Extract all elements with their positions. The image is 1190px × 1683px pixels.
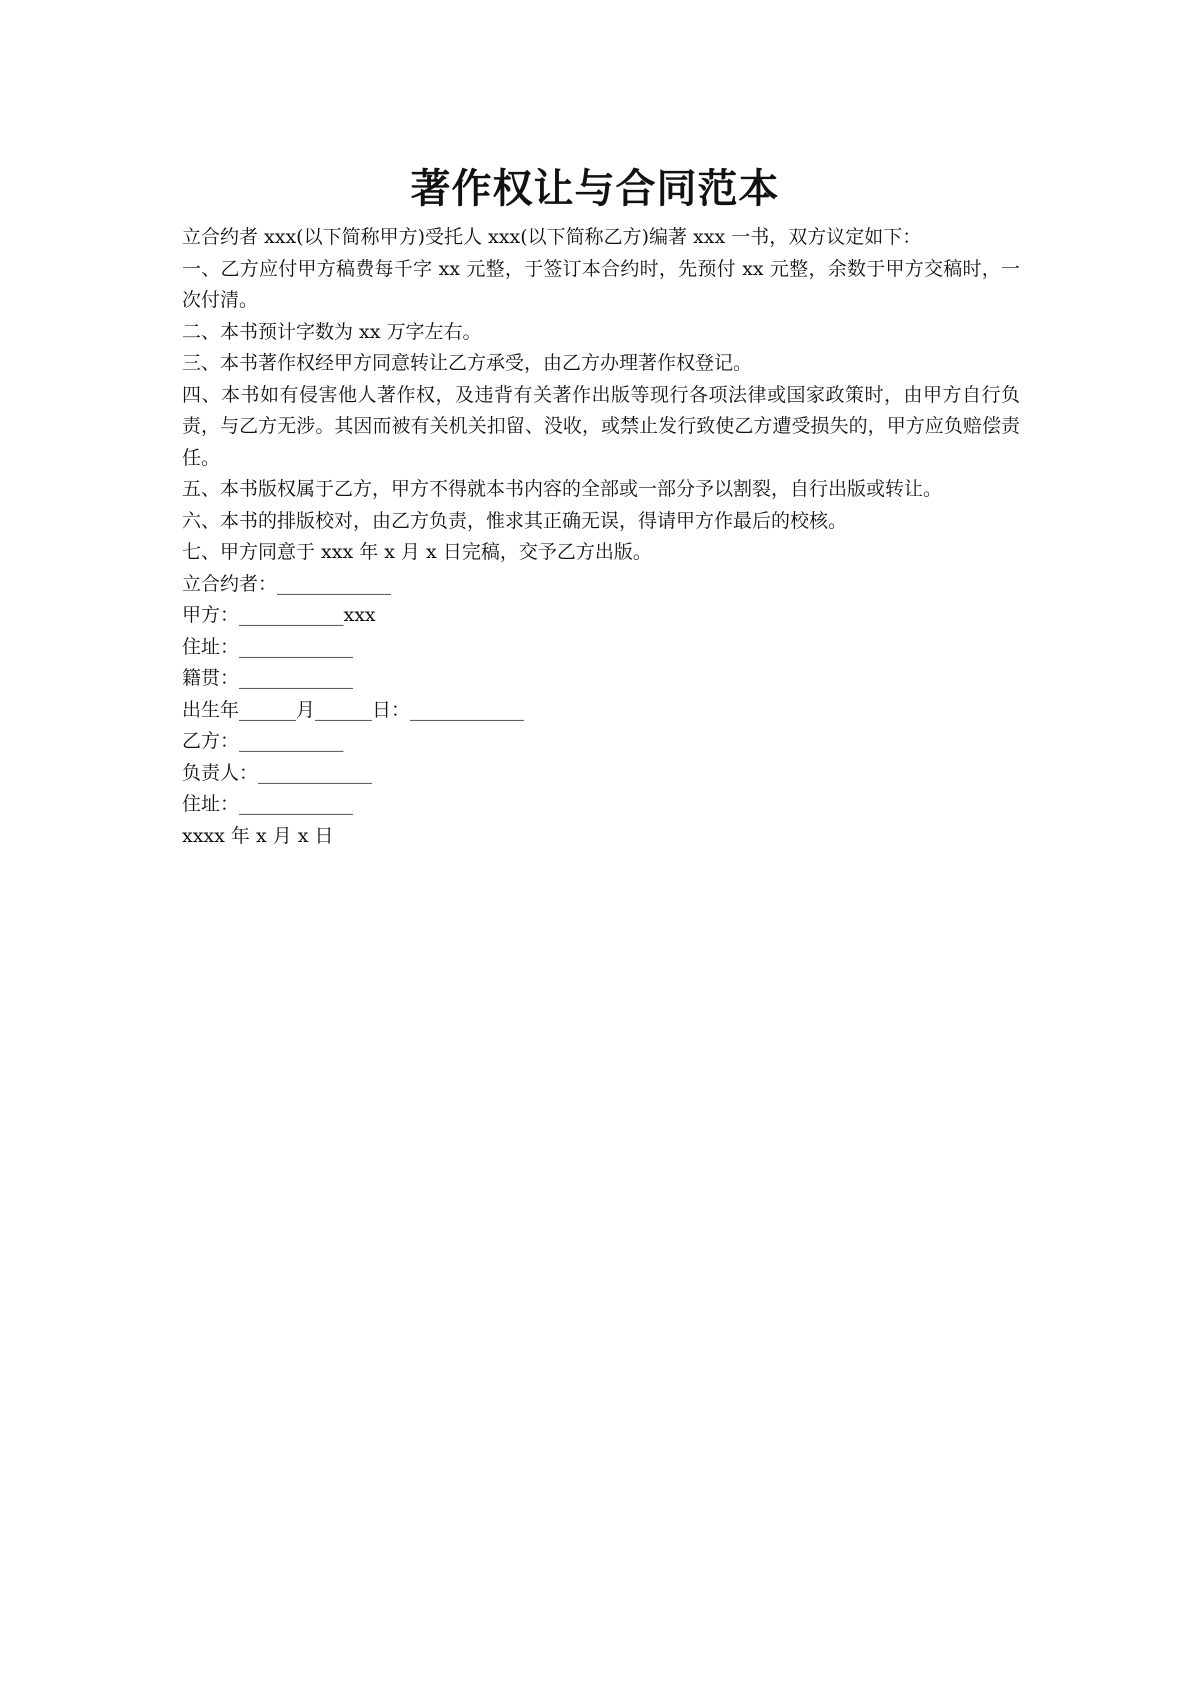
party-a-address-line: 住址：____________ xyxy=(182,635,354,658)
clause-7: 七、甲方同意于 xxx 年 x 月 x 日完稿，交予乙方出版。 xyxy=(182,541,652,563)
intro-paragraph: 立合约者 xxx(以下简称甲方)受托人 xxx(以下简称乙方)编著 xxx 一书，双方议定如下： xyxy=(182,226,922,248)
contractor-line: 立合约者：____________ xyxy=(182,572,392,595)
party-b-address-line: 住址：____________ xyxy=(182,793,354,815)
native-place-line: 籍贯：____________ xyxy=(182,667,354,689)
clause-5: 五、本书版权属于乙方，甲方不得就本书内容的全部或一部分予以割裂，自行出版或转让。 xyxy=(182,478,943,500)
clause-1: 一、乙方应付甲方稿费每千字 xx 元整，于签订本合约时，先预付 xx 元整，余数于甲方交稿时，一次付清。 xyxy=(182,257,1020,311)
party-a-line: 甲方：___________xxx xyxy=(182,604,376,626)
clause-6: 六、本书的排版校对，由乙方负责，惟求其正确无误，得请甲方作最后的校核。 xyxy=(182,509,848,532)
clause-4: 四、本书如有侵害他人著作权，及违背有关著作出版等现行各项法律或国家政策时，由甲方自行负责，与乙方无涉。其因而被有关机关扣留、没收，或禁止发行致使乙方遭受损失的，甲方应负赔偿责任。 xyxy=(182,383,1020,469)
signing-date-line: xxxx 年 x 月 x 日 xyxy=(182,824,334,847)
clause-2: 二、本书预计字数为 xx 万字左右。 xyxy=(182,320,482,343)
responsible-person-line: 负责人：____________ xyxy=(182,761,373,784)
clause-3: 三、本书著作权经甲方同意转让乙方承受，由乙方办理著作权登记。 xyxy=(182,352,753,374)
document-title: 著作权让与合同范本 xyxy=(410,165,780,212)
birth-date-line: 出生年______月______日：____________ xyxy=(182,698,525,721)
party-b-line: 乙方：___________ xyxy=(182,730,344,752)
document-body xyxy=(182,222,1020,852)
